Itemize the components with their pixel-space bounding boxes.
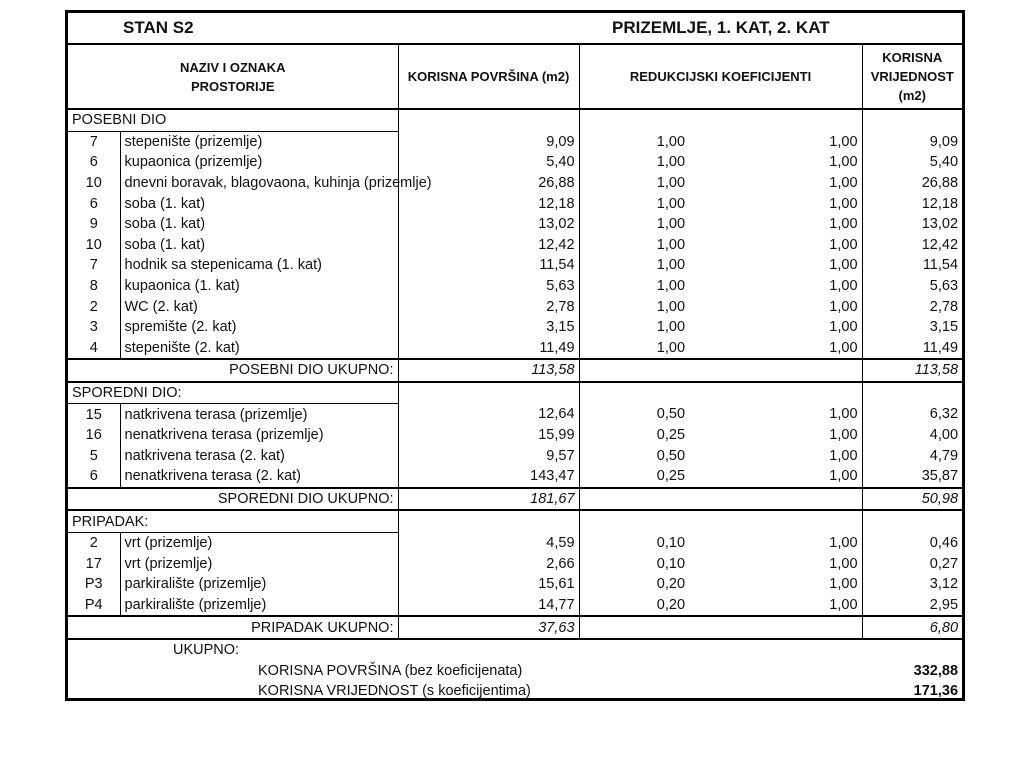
ukupno-povrsina-row (68, 660, 962, 681)
coefficient-1: 1,00 (656, 257, 686, 274)
floors-title: PRIZEMLJE, 1. KAT, 2. KAT (612, 18, 830, 37)
coefficient-2: 1,00 (689, 404, 862, 425)
sporedni-total-label: SPOREDNI DIO UKUPNO: (68, 488, 398, 511)
pripadak-total-row (68, 616, 962, 639)
pripadak-total-blank-k2 (689, 616, 862, 639)
room-name: parkiralište (prizemlje) (120, 574, 398, 595)
room-area: 12,42 (398, 235, 579, 256)
room-area: 9,09 (398, 131, 579, 152)
area-table-sheet (65, 10, 965, 701)
table-row (68, 296, 962, 317)
sporedni-total-blank-k1 (579, 488, 689, 511)
room-value: 11,54 (922, 257, 959, 274)
room-number: 7 (68, 131, 120, 152)
header-naziv-line2: PROSTORIJE (190, 78, 275, 94)
coefficient-2: 1,00 (689, 276, 862, 297)
posebni-section-label: POSEBNI DIO (68, 109, 398, 131)
table-row (68, 255, 962, 276)
room-area: 5,63 (398, 276, 579, 297)
pripadak-total-label: PRIPADAK UKUPNO: (68, 616, 398, 639)
room-name: soba (1. kat) (120, 214, 398, 235)
coefficient-2: 1,00 (689, 173, 862, 194)
room-value: 12,18 (921, 195, 959, 212)
room-number: 2 (68, 296, 120, 317)
room-number: 17 (68, 553, 120, 574)
room-area: 12,64 (398, 404, 579, 425)
coefficient-2: 1,00 (689, 235, 862, 256)
coefficient-1: 1,00 (656, 133, 686, 150)
room-value: 5,63 (929, 278, 959, 295)
table-row (68, 338, 962, 360)
ukupno-vrijednost-row (68, 681, 962, 702)
room-area: 13,02 (398, 214, 579, 235)
sporedni-section-label: SPOREDNI DIO: (68, 382, 398, 404)
room-area: 11,54 (398, 255, 579, 276)
room-value: 4,00 (929, 427, 959, 444)
room-number: 6 (68, 193, 120, 214)
coefficient-2: 1,00 (689, 214, 862, 235)
room-area: 14,77 (398, 595, 579, 617)
table-row (68, 446, 962, 467)
room-number: 10 (68, 235, 120, 256)
coefficient-1: 1,00 (656, 154, 686, 171)
room-name: soba (1. kat) (120, 193, 398, 214)
posebni-total-value: 113,58 (914, 362, 959, 379)
ukupno-povrsina-value: 332,88 (913, 662, 959, 679)
coefficient-1: 1,00 (656, 216, 686, 233)
pripadak-label-blank-val (862, 510, 962, 532)
room-number: 2 (68, 532, 120, 553)
header-naziv (68, 44, 398, 109)
room-name: vrt (prizemlje) (120, 532, 398, 553)
table-row (68, 131, 962, 152)
room-name: hodnik sa stepenicama (1. kat) (120, 255, 398, 276)
pripadak-section-label: PRIPADAK: (68, 510, 398, 532)
coefficient-1: 1,00 (656, 278, 686, 295)
room-number: 15 (68, 404, 120, 425)
header-row (68, 44, 962, 109)
coefficient-1: 1,00 (656, 236, 686, 253)
sporedni-total-blank-k2 (689, 488, 862, 511)
header-koeficijenti: REDUKCIJSKI KOEFICIJENTI (579, 44, 862, 109)
posebni-total-area: 113,58 (398, 359, 579, 382)
room-value: 35,87 (921, 468, 959, 485)
header-vrijednost-line3: (m2) (898, 88, 926, 103)
room-name: stepenište (2. kat) (120, 338, 398, 360)
room-area: 11,49 (398, 338, 579, 360)
room-number: 3 (68, 317, 120, 338)
table-row (68, 276, 962, 297)
posebni-total-blank-k1 (579, 359, 689, 382)
room-value: 5,40 (929, 154, 959, 171)
room-number: 6 (68, 152, 120, 173)
sporedni-section-label-row (68, 382, 962, 404)
room-area: 4,59 (398, 532, 579, 553)
table-row (68, 317, 962, 338)
room-number: 5 (68, 446, 120, 467)
coefficient-1: 1,00 (656, 319, 686, 336)
room-value: 26,88 (921, 175, 959, 192)
posebni-label-blank-val (862, 109, 962, 131)
table-row (68, 466, 962, 488)
room-name: vrt (prizemlje) (120, 553, 398, 574)
room-name: natkrivena terasa (2. kat) (120, 446, 398, 467)
room-number: 8 (68, 276, 120, 297)
room-area: 26,88 (398, 173, 579, 194)
room-value: 13,02 (921, 216, 959, 233)
coefficient-2: 1,00 (689, 553, 862, 574)
room-value: 3,12 (929, 576, 959, 593)
table-row (68, 532, 962, 553)
header-vrijednost-line2: VRIJEDNOST (870, 69, 954, 84)
room-value: 2,95 (929, 596, 959, 613)
table-row (68, 404, 962, 425)
room-number: 10 (68, 173, 120, 194)
sporedni-label-blank-k2 (689, 382, 862, 404)
posebni-total-label: POSEBNI DIO UKUPNO: (68, 359, 398, 382)
posebni-total-blank-k2 (689, 359, 862, 382)
header-vrijednost-line1: KORISNA (882, 50, 943, 65)
coefficient-2: 1,00 (689, 446, 862, 467)
table-row (68, 152, 962, 173)
room-area: 143,47 (398, 466, 579, 488)
coefficient-1: 1,00 (656, 175, 686, 192)
coefficient-2: 1,00 (689, 425, 862, 446)
room-value: 2,78 (929, 298, 959, 315)
room-name: dnevni boravak, blagovaona, kuhinja (prizemlje) (120, 173, 398, 194)
room-name: nenatkrivena terasa (2. kat) (120, 466, 398, 488)
coefficient-1: 0,25 (656, 468, 686, 485)
table-row (68, 173, 962, 194)
room-value: 12,42 (921, 236, 959, 253)
room-area: 2,66 (398, 553, 579, 574)
coefficient-2: 1,00 (689, 532, 862, 553)
coefficient-2: 1,00 (689, 317, 862, 338)
room-name: natkrivena terasa (prizemlje) (120, 404, 398, 425)
room-number: 4 (68, 338, 120, 360)
room-name: kupaonica (prizemlje) (120, 152, 398, 173)
sporedni-label-blank-k1 (579, 382, 689, 404)
coefficient-2: 1,00 (689, 152, 862, 173)
room-area: 9,57 (398, 446, 579, 467)
room-value: 0,27 (929, 555, 959, 572)
room-value: 4,79 (929, 447, 959, 464)
area-table (68, 13, 962, 701)
coefficient-1: 0,10 (656, 555, 686, 572)
coefficient-1: 1,00 (656, 195, 686, 212)
coefficient-2: 1,00 (689, 255, 862, 276)
posebni-total-row (68, 359, 962, 382)
room-area: 15,61 (398, 574, 579, 595)
room-name: spremište (2. kat) (120, 317, 398, 338)
posebni-label-blank-k1 (579, 109, 689, 131)
pripadak-label-blank-k2 (689, 510, 862, 532)
pripadak-label-blank-k1 (579, 510, 689, 532)
room-number: P4 (68, 595, 120, 617)
table-row (68, 214, 962, 235)
apartment-title: STAN S2 (123, 18, 194, 37)
coefficient-1: 1,00 (656, 298, 686, 315)
room-number: 7 (68, 255, 120, 276)
coefficient-1: 0,10 (656, 534, 686, 551)
ukupno-label-row (68, 639, 962, 661)
room-number: 9 (68, 214, 120, 235)
ukupno-label: UKUPNO: (173, 642, 240, 659)
room-value: 0,46 (929, 534, 959, 551)
posebni-label-blank-area (398, 109, 579, 131)
room-value: 11,49 (922, 339, 959, 356)
room-number: P3 (68, 574, 120, 595)
room-name: kupaonica (1. kat) (120, 276, 398, 297)
coefficient-2: 1,00 (689, 595, 862, 617)
sporedni-total-value: 50,98 (921, 490, 959, 507)
coefficient-1: 0,50 (656, 447, 686, 464)
ukupno-vrijednost-value: 171,36 (913, 683, 959, 700)
coefficient-1: 1,00 (656, 339, 686, 356)
header-vrijednost (862, 44, 962, 109)
pripadak-total-area: 37,63 (398, 616, 579, 639)
pripadak-section-label-row (68, 510, 962, 532)
room-name: stepenište (prizemlje) (120, 131, 398, 152)
table-row (68, 425, 962, 446)
table-row (68, 193, 962, 214)
table-row (68, 553, 962, 574)
coefficient-2: 1,00 (689, 296, 862, 317)
sporedni-label-blank-val (862, 382, 962, 404)
posebni-label-blank-k2 (689, 109, 862, 131)
coefficient-1: 0,50 (656, 406, 686, 423)
pripadak-total-value: 6,80 (929, 619, 959, 636)
coefficient-1: 0,25 (656, 427, 686, 444)
posebni-section-label-row (68, 109, 962, 131)
header-povrsina: KORISNA POVRŠINA (m2) (398, 44, 579, 109)
pripadak-label-blank-area (398, 510, 579, 532)
room-area: 2,78 (398, 296, 579, 317)
room-name: WC (2. kat) (120, 296, 398, 317)
room-area: 3,15 (398, 317, 579, 338)
table-row (68, 595, 962, 617)
sporedni-label-blank-area (398, 382, 579, 404)
title-row (68, 13, 962, 44)
room-area: 12,18 (398, 193, 579, 214)
room-name: soba (1. kat) (120, 235, 398, 256)
table-row (68, 235, 962, 256)
coefficient-1: 0,20 (656, 596, 686, 613)
sporedni-total-area: 181,67 (398, 488, 579, 511)
room-number: 16 (68, 425, 120, 446)
room-number: 6 (68, 466, 120, 488)
coefficient-2: 1,00 (689, 193, 862, 214)
room-value: 3,15 (929, 319, 959, 336)
room-name: parkiralište (prizemlje) (120, 595, 398, 617)
room-value: 9,09 (929, 133, 959, 150)
ukupno-povrsina-label: KORISNA POVRŠINA (bez koeficijenata) (258, 662, 523, 679)
coefficient-2: 1,00 (689, 466, 862, 488)
room-area: 5,40 (398, 152, 579, 173)
room-name: nenatkrivena terasa (prizemlje) (120, 425, 398, 446)
coefficient-1: 0,20 (656, 576, 686, 593)
pripadak-total-blank-k1 (579, 616, 689, 639)
room-value: 6,32 (929, 406, 959, 423)
coefficient-2: 1,00 (689, 574, 862, 595)
header-naziv-line1: NAZIV I OZNAKA (180, 59, 286, 75)
table-row (68, 574, 962, 595)
sporedni-total-row (68, 488, 962, 511)
room-area: 15,99 (398, 425, 579, 446)
ukupno-vrijednost-label: KORISNA VRIJEDNOST (s koeficijentima) (258, 683, 531, 700)
coefficient-2: 1,00 (689, 338, 862, 360)
coefficient-2: 1,00 (689, 131, 862, 152)
